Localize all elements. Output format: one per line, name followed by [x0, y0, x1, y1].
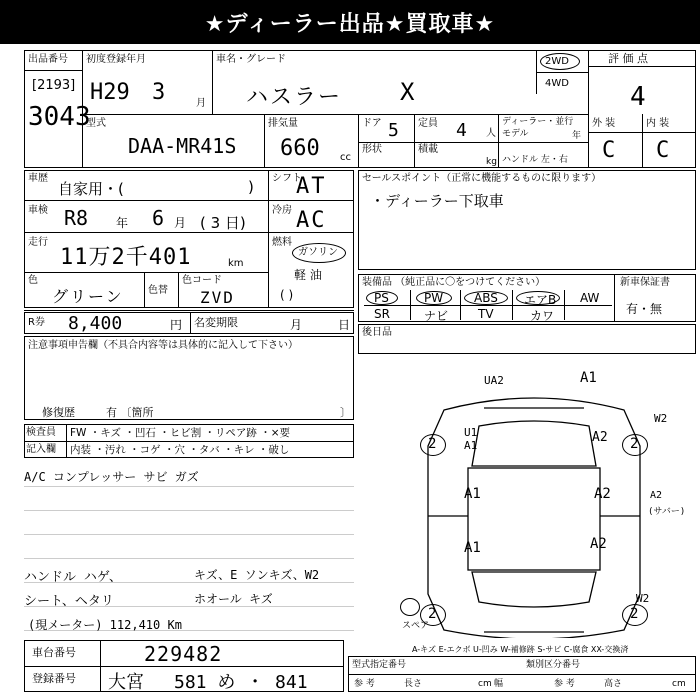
equip-sr: SR: [374, 307, 390, 321]
first-reg-label: 初度登録年月: [86, 54, 146, 65]
sales-label: セールスポイント（正常に機能するものに限ります）: [362, 173, 602, 184]
car-name-label: 車名・グレード: [216, 54, 286, 65]
km-unit: km: [228, 258, 244, 269]
overall-score: 4: [630, 82, 648, 112]
sales-text: ・ディーラー下取車: [370, 192, 504, 210]
car-name: ハスラー: [246, 85, 343, 110]
cm-unit-1: cm: [478, 679, 492, 689]
kg-unit: kg: [486, 157, 497, 167]
roof-outline: [468, 468, 600, 570]
mark-u1-a1: U1 A1: [464, 426, 478, 452]
back-items-label: 後日品: [362, 327, 392, 338]
inspector-row-2: 内装 ・汚れ ・コゲ ・穴 ・タバ ・キレ ・破し: [70, 444, 290, 456]
damage-legend: A-キズ E-エクボ U-凹み W-補修跡 S-サビ C-腐食 XX-交換済: [412, 645, 629, 654]
tire-left-front-score: 2: [428, 436, 439, 452]
class-label: 類別区分番号: [526, 660, 581, 670]
mark-a1-left-mid: A1: [464, 486, 481, 502]
month-unit: 月: [196, 98, 206, 109]
equip-navi: ナビ: [424, 309, 449, 323]
ref-label-2: 参 考: [554, 679, 575, 689]
model-year-unit: 年: [572, 131, 582, 141]
recycle-value: 8,400: [68, 313, 123, 334]
equip-abs: ABS: [474, 291, 498, 305]
repair-close: 〕: [340, 406, 351, 419]
length-label: 長さ: [404, 679, 423, 689]
displacement: 660: [280, 136, 320, 161]
width-label: 幅: [494, 679, 504, 689]
recycle-label: R券: [28, 317, 45, 328]
color-value: グリーン: [52, 287, 124, 306]
history-value: 自家用・(: [58, 180, 124, 198]
inspector-row-1: FW ・キズ ・凹石 ・ヒビ割 ・リペア跡 ・×要: [70, 427, 290, 439]
first-reg-month: 3: [152, 80, 168, 105]
inspection-month: 6: [152, 206, 167, 230]
shift-value: AT: [296, 174, 327, 199]
equip-ps: PS: [374, 291, 389, 305]
model-year-label: モデル: [502, 129, 529, 139]
windshield-outline: [472, 421, 596, 466]
notes-label: 注意事項申告欄（不具合内容等は具体的に記入して下さい）: [28, 340, 298, 351]
remark-line-2b: キズ、E ソンキズ、W2: [194, 568, 320, 582]
inspection-year-unit: 年: [116, 216, 129, 230]
yen-unit: 円: [170, 318, 183, 332]
grade: X: [400, 78, 417, 106]
inspection-era: R8: [64, 206, 89, 230]
inspection-label: 車検: [28, 205, 48, 216]
exterior-label: 外 装: [592, 118, 616, 129]
repair-label: 修復歴: [42, 406, 75, 419]
equipment-label: 装備品 （純正品に〇をつけてください）: [362, 277, 546, 288]
repair-value: 有 〔箇所: [106, 406, 154, 419]
model-code: DAA-MR41S: [128, 134, 237, 158]
mark-w2-bottom: W2: [636, 592, 650, 605]
interior-score: C: [656, 138, 672, 163]
model-label: 型式: [86, 118, 106, 129]
remark-line-4: (現メーター) 112,410 Km: [28, 618, 182, 632]
drive-4wd: 4WD: [545, 78, 569, 89]
lot-label: 出品番号: [28, 54, 68, 65]
plate-area: 大宮: [108, 672, 144, 693]
dealer-label: ディーラー・並行: [502, 117, 574, 127]
mark-a2-right-edge: A2: [650, 490, 663, 501]
capacity-label: 定員: [418, 118, 438, 129]
warranty-value: 有・無: [626, 302, 663, 316]
tire-left-rear-score: 2: [428, 606, 439, 622]
mark-a2-right-front: A2: [592, 430, 608, 445]
mileage-label: 走行: [28, 237, 48, 248]
drive-2wd: 2WD: [545, 56, 569, 67]
color-code: ZVD: [200, 288, 235, 307]
tire-right-rear-score: 2: [630, 606, 641, 622]
mark-a1-left-rear: A1: [464, 540, 481, 556]
ref-label-1: 参 考: [354, 679, 375, 689]
inspection-month-unit: 月: [174, 216, 187, 230]
first-reg-year: H29: [90, 80, 130, 105]
shape-label: 形状: [362, 144, 382, 155]
tax-label: 名変期限: [194, 316, 238, 329]
car-body-outline: [428, 398, 640, 638]
mark-ua2: UA2: [484, 374, 504, 387]
door-label: ドア: [362, 118, 382, 129]
equip-pw: PW: [424, 291, 444, 305]
exterior-score: C: [602, 138, 618, 163]
cm-unit-2: cm: [672, 679, 686, 689]
warranty-label: 新車保証書: [620, 277, 670, 288]
color-code-label: 色コード: [182, 275, 222, 286]
mark-a2-right-mid: A2: [594, 486, 611, 502]
mark-w2-right: W2: [654, 412, 668, 425]
tax-day-unit: 日: [338, 318, 351, 332]
inspector-label-1: 検査員: [26, 427, 56, 438]
inspector-label-2: 記入欄: [26, 444, 56, 455]
history-close: ): [248, 178, 254, 196]
fuel-paren: ( ): [280, 288, 294, 302]
equip-airbag: エアB: [524, 293, 557, 307]
equip-tv: TV: [478, 307, 494, 321]
interior-label: 内 装: [646, 118, 670, 129]
cc-unit: cc: [340, 152, 351, 163]
door-count: 5: [388, 120, 401, 141]
chassis-number: 229482: [144, 642, 223, 666]
remark-line-3b: ホオール キズ: [194, 592, 273, 606]
plate-label: 登録番号: [32, 672, 76, 685]
lot-number: 3043: [28, 102, 91, 132]
dealer-banner: ★ディーラー出品★買取車★: [0, 0, 700, 44]
equip-aw: AW: [580, 291, 600, 305]
color-swap-label: 色替: [148, 285, 168, 296]
equip-leather: カワ: [530, 309, 555, 323]
inspection-day: ( 3 日): [200, 214, 246, 232]
header-frame: [24, 50, 696, 168]
remark-line-2: ハンドル ハゲ、: [24, 570, 122, 585]
remark-line-3: シート、ヘタリ: [24, 594, 114, 609]
spare-label: スペア: [402, 621, 430, 631]
mark-a2-right-rear: A2: [590, 536, 607, 552]
load-label: 積載: [418, 144, 438, 155]
ac-value: AC: [296, 208, 327, 233]
sales-frame: [358, 170, 696, 270]
history-label: 車歴: [28, 173, 48, 184]
tire-right-front-score: 2: [630, 436, 641, 452]
back-items-frame: [358, 324, 696, 354]
capacity: 4: [456, 120, 469, 141]
height-label: 高さ: [604, 679, 623, 689]
fuel-light: 軽 油: [294, 268, 322, 282]
spare-tire-circle: [400, 598, 420, 616]
fuel-gasoline: ガソリン: [298, 247, 338, 258]
fuel-label: 燃料: [272, 237, 292, 248]
lot-sub-number: [2193]: [32, 78, 76, 93]
color-label: 色: [28, 275, 38, 286]
tax-month-unit: 月: [290, 318, 303, 332]
plate-number: 581 め ・ 841: [174, 672, 308, 693]
type-spec-label: 型式指定番号: [352, 660, 407, 670]
auction-sheet: [24, 50, 696, 695]
ac-label: 冷房: [272, 205, 292, 216]
mileage-value: 11万2千401: [60, 245, 192, 270]
mark-a1-top: A1: [580, 370, 597, 386]
remark-line-1: A/C コンプレッサー サビ ガズ: [24, 470, 199, 484]
score-label: 評 価 点: [608, 52, 648, 65]
handle-label: ハンドル 左・右: [502, 155, 568, 165]
displacement-label: 排気量: [268, 118, 298, 129]
rear-window-outline: [472, 572, 596, 607]
person-unit: 人: [486, 128, 496, 139]
chassis-label: 車台番号: [32, 646, 76, 659]
shift-label: シフト: [272, 173, 302, 184]
mark-sabi: (サバー): [648, 507, 686, 517]
